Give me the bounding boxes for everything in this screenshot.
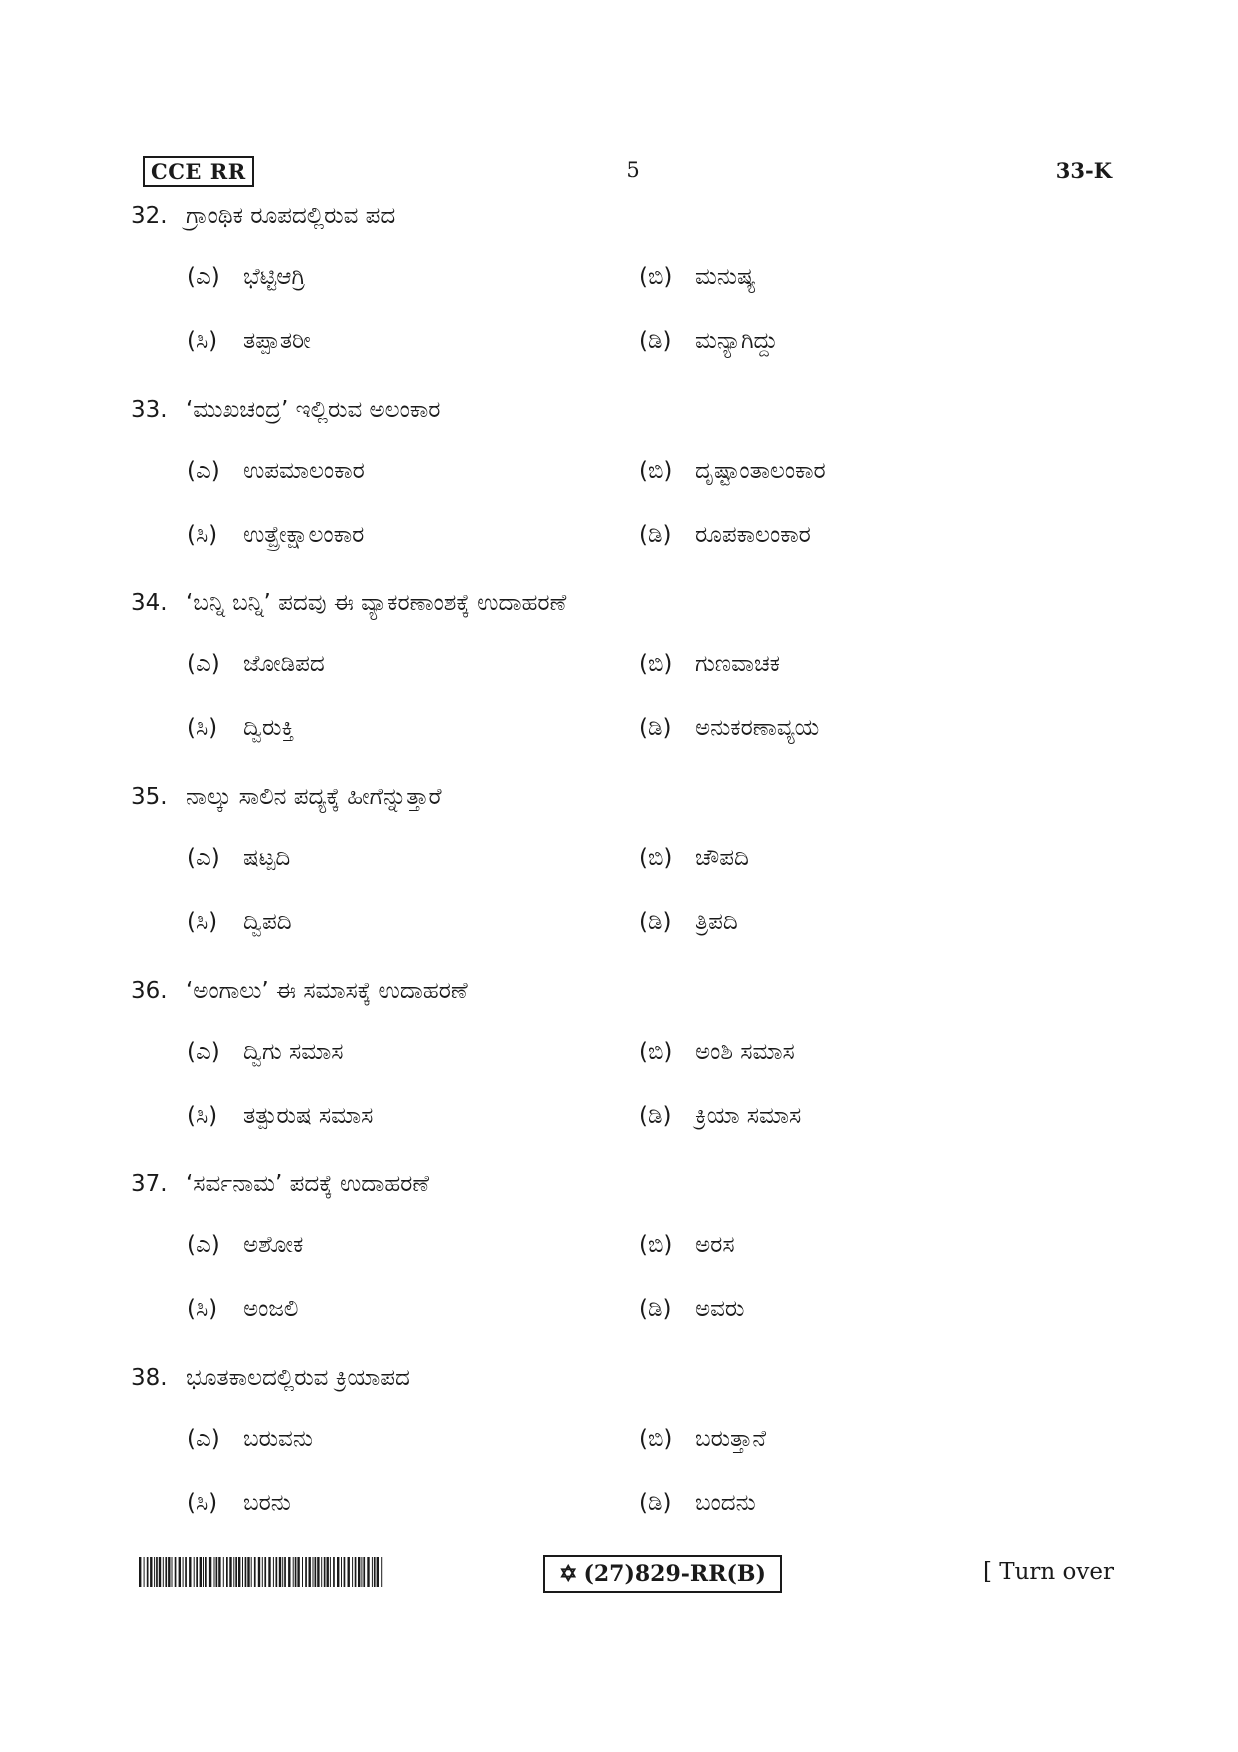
answer-option-c (187, 323, 311, 359)
answer-option-d (639, 1098, 801, 1134)
option-label: (ಬಿ) (639, 1232, 673, 1259)
answer-option-c (187, 1485, 291, 1521)
answer-option-c (187, 904, 292, 940)
question-number: 34. (131, 590, 168, 617)
option-label: (ಸಿ) (187, 328, 218, 354)
turn-over-note: [ Turn over (982, 1559, 1114, 1585)
option-text: ದ್ವಿರುಕ್ತಿ (243, 715, 295, 742)
option-label: (ಸಿ) (187, 1102, 218, 1129)
question-stem (131, 393, 440, 427)
question (131, 199, 1112, 393)
question (131, 1361, 1112, 1555)
option-label: (ಎ) (187, 1038, 220, 1065)
option-text: ಕ್ರಿಯಾ ಸಮಾಸ (695, 1102, 802, 1129)
option-text: ಅಂಜಲಿ (243, 1296, 299, 1323)
option-text: ಉತ್ಪ್ರೇಕ್ಷಾಲಂಕಾರ (243, 521, 365, 548)
answer-option-a (187, 259, 305, 295)
option-label: (ಡಿ) (639, 328, 672, 354)
option-label: (ಡಿ) (639, 521, 672, 548)
option-label: (ಸಿ) (187, 715, 218, 742)
answer-option-a (187, 646, 325, 682)
question-text: ಗ್ರಾಂಥಿಕ ರೂಪದಲ್ಲಿರುವ ಪದ (186, 203, 396, 229)
option-label: (ಬಿ) (639, 1426, 673, 1453)
option-label: (ಎ) (187, 264, 220, 290)
question (131, 1167, 1112, 1361)
option-text: ಜೋಡಿಪದ (243, 651, 325, 678)
question-stem (131, 586, 566, 620)
option-text: ಮನ್ಯಾಗಿದ್ದು (695, 328, 778, 354)
question-number: 36. (131, 977, 168, 1004)
question-list (131, 199, 1112, 1555)
answer-option-c (187, 517, 364, 553)
option-text: ಚೌಪದಿ (695, 845, 749, 872)
star-of-david-icon: ✡ (559, 1561, 578, 1587)
question-paper-code (543, 1555, 782, 1593)
question-number: 32. (131, 203, 168, 229)
exam-code-box: CCE RR (143, 156, 254, 187)
option-label: (ಬಿ) (639, 457, 673, 484)
question (131, 780, 1112, 974)
question-stem (131, 1167, 429, 1201)
option-label: (ಬಿ) (639, 845, 673, 872)
answer-option-b (639, 646, 780, 682)
page-number: 5 (626, 158, 640, 182)
answer-option-a (187, 1034, 343, 1070)
option-text: ಭೆಟ್ಟಿಆಗ್ರಿ (243, 264, 306, 290)
option-text: ಮನುಷ್ಯ (695, 264, 756, 290)
answer-option-d (639, 1485, 756, 1521)
option-label: (ಬಿ) (639, 651, 673, 678)
question-text: ‘ಬನ್ನಿ ಬನ್ನಿ’ ಪದವು ಈ ವ್ಯಾಕರಣಾಂಶಕ್ಕೆ ಉದಾಹರಣೆ (186, 590, 567, 617)
option-text: ತಪ್ಪಾತರೀ (243, 328, 311, 354)
answer-option-d (639, 710, 819, 746)
option-text: ದೃಷ್ಟಾಂತಾಲಂಕಾರ (695, 457, 826, 484)
option-text: ದ್ವಿಪದಿ (243, 909, 292, 936)
question-text: ‘ಸರ್ವನಾಮ’ ಪದಕ್ಕೆ ಉದಾಹರಣೆ (186, 1171, 430, 1198)
page-footer (139, 1551, 1114, 1597)
answer-option-d (639, 1291, 744, 1327)
option-text: ಷಟ್ಪದಿ (243, 845, 291, 872)
option-text: ಬರನು (243, 1490, 291, 1517)
option-label: (ಎ) (187, 845, 220, 872)
answer-option-b (639, 840, 749, 876)
option-label: (ಡಿ) (639, 715, 672, 742)
answer-option-d (639, 323, 778, 359)
question-number: 35. (131, 784, 168, 811)
question-number: 37. (131, 1171, 168, 1198)
option-label: (ಬಿ) (639, 264, 673, 290)
paper-code: 33-K (1055, 158, 1112, 183)
page-header (143, 156, 1112, 188)
option-text: ಬರುತ್ತಾನೆ (695, 1426, 767, 1453)
question-text: ಭೂತಕಾಲದಲ್ಲಿರುವ ಕ್ರಿಯಾಪದ (186, 1365, 410, 1392)
answer-option-b (639, 453, 826, 489)
answer-option-a (187, 453, 365, 489)
option-text: ಅಂಶಿ ಸಮಾಸ (695, 1038, 795, 1065)
option-label: (ಬಿ) (639, 1038, 673, 1065)
answer-option-b (639, 1421, 766, 1457)
option-text: ತ್ರಿಪದಿ (695, 909, 738, 936)
question-stem (131, 780, 442, 814)
answer-option-b (639, 1034, 795, 1070)
answer-option-d (639, 517, 811, 553)
question-stem (131, 199, 395, 233)
answer-option-b (639, 259, 756, 295)
option-text: ತತ್ಪುರುಷ ಸಮಾಸ (243, 1102, 374, 1129)
question-stem (131, 974, 468, 1008)
answer-option-d (639, 904, 738, 940)
option-text: ದ್ವಿಗು ಸಮಾಸ (243, 1038, 344, 1065)
option-label: (ಎ) (187, 1232, 220, 1259)
option-text: ಅನುಕರಣಾವ್ಯಯ (695, 715, 820, 742)
question-number: 33. (131, 396, 168, 423)
option-label: (ಡಿ) (639, 1296, 672, 1323)
option-text: ಅವರು (695, 1296, 745, 1323)
question (131, 586, 1112, 780)
question (131, 393, 1112, 587)
option-label: (ಎ) (187, 651, 220, 678)
option-text: ಅರಸ (695, 1232, 735, 1259)
answer-option-b (639, 1227, 735, 1263)
option-text: ಬಂದನು (695, 1490, 756, 1517)
answer-option-a (187, 1421, 313, 1457)
question-text: ‘ಅಂಗಾಲು’ ಈ ಸಮಾಸಕ್ಕೆ ಉದಾಹರಣೆ (186, 977, 468, 1004)
answer-option-c (187, 710, 294, 746)
option-text: ರೂಪಕಾಲಂಕಾರ (695, 521, 811, 548)
option-label: (ಸಿ) (187, 1490, 218, 1517)
question-number: 38. (131, 1365, 168, 1392)
option-label: (ಸಿ) (187, 1296, 218, 1323)
question-stem (131, 1361, 410, 1395)
question-text: ನಾಲ್ಕು ಸಾಲಿನ ಪದ್ಯಕ್ಕೆ ಹೀಗೆನ್ನುತ್ತಾರೆ (186, 784, 442, 811)
option-label: (ಸಿ) (187, 521, 218, 548)
option-text: ಗುಣವಾಚಕ (695, 651, 781, 678)
option-label: (ಡಿ) (639, 1102, 672, 1129)
option-text: ಬರುವನು (243, 1426, 313, 1453)
question-paper-code-text: (27)829-RR(B) (583, 1561, 766, 1587)
option-label: (ಸಿ) (187, 909, 218, 936)
answer-option-a (187, 840, 290, 876)
answer-option-a (187, 1227, 303, 1263)
question (131, 974, 1112, 1168)
answer-option-c (187, 1291, 298, 1327)
barcode (139, 1557, 384, 1587)
option-text: ಉಪಮಾಲಂಕಾರ (243, 457, 365, 484)
option-label: (ಡಿ) (639, 1490, 672, 1517)
question-text: ‘ಮುಖಚಂದ್ರ’ ಇಲ್ಲಿರುವ ಅಲಂಕಾರ (186, 396, 441, 423)
answer-option-c (187, 1098, 373, 1134)
option-label: (ಡಿ) (639, 909, 672, 936)
option-text: ಅಶೋಕ (243, 1232, 304, 1259)
option-label: (ಎ) (187, 457, 220, 484)
option-label: (ಎ) (187, 1426, 220, 1453)
